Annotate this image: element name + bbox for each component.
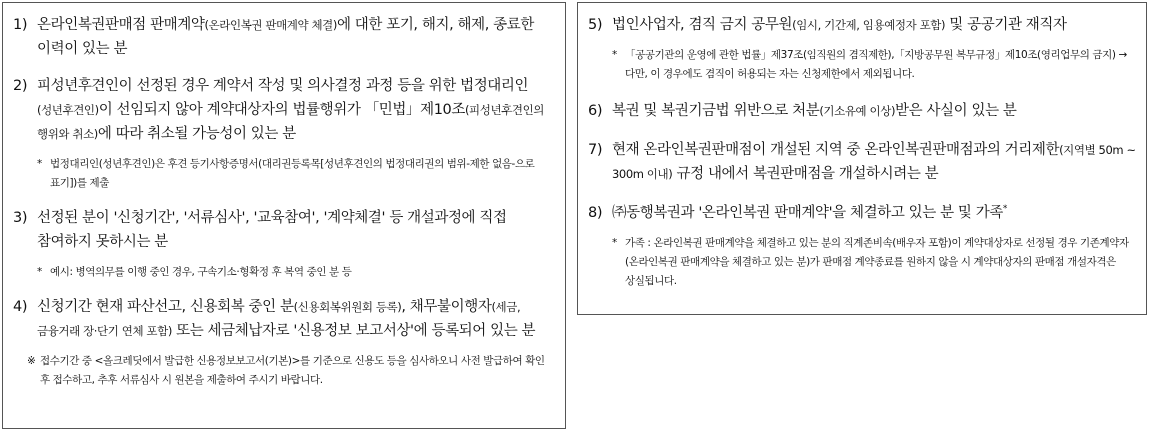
item-4-note-mark: ※ [27, 355, 36, 367]
item-3-note-mark: * [37, 266, 42, 278]
item-1-number: 1) [13, 17, 28, 33]
item-7-number: 7) [588, 142, 603, 158]
left-panel [2, 2, 566, 429]
item-4 [13, 295, 555, 343]
item-6-text-a: 복권 및 복권기금법 위반으로 처분 [612, 103, 820, 119]
item-6-text [612, 99, 1136, 123]
item-4-text-d: (세금, 금융거래 장·단기 연체 포함) [37, 300, 521, 338]
item-7 [588, 138, 1136, 186]
item-6-text-b: (기소유예 이상) [819, 104, 896, 118]
item-8-footnote-marker: * [1002, 204, 1008, 215]
item-8-note-text: 가족 : 온라인복권 판매계약을 체결하고 있는 분의 직계존비속(배우자 포함)이 계약대상자로 선정될 경우 기존계약자(온라인복권 판매계약을 체결하고 있는 분)가 판매점 계약종료를 원하지 않을 시 계약대상자의 판매점 개설자격은 상실됩니다. [625, 237, 1129, 287]
item-2 [13, 74, 555, 146]
item-2-text-d: (피성년후견인의 행위와 취소) [37, 103, 545, 141]
item-8-text [612, 201, 1136, 225]
item-4-text-c: , 채무불이행자 [401, 299, 492, 315]
item-3-text: 선정된 분이 '신청기간', '서류심사', '교육참여', '계약체결' 등 개설과정에 직접 참여하지 못하시는 분 [37, 210, 507, 250]
item-4-text-e: 또는 세금체납자로 '신용정보 보고서상'에 등록되어 있는 분 [171, 323, 536, 339]
item-2-text-b: (성년후견인) [37, 103, 99, 117]
item-1 [13, 13, 555, 61]
item-2-text-e: 에 따라 취소될 가능성이 있는 분 [97, 126, 296, 142]
item-8-number: 8) [588, 205, 603, 221]
item-7-text-b: (지역별 50m ~ 300m 이내) [612, 143, 1136, 181]
item-5-note [612, 46, 1136, 84]
item-6 [588, 99, 1136, 123]
item-4-text-b: (신용회복위원회 등록) [293, 300, 402, 314]
item-3-note [37, 263, 555, 282]
item-5-note-mark: * [612, 49, 617, 61]
item-8-text-main: ㈜동행복권과 '온라인복권 판매계약'을 체결하고 있는 분 및 가족 [612, 205, 1003, 221]
item-5 [588, 13, 1136, 37]
item-4-number: 4) [13, 299, 28, 315]
item-2-note [37, 155, 555, 193]
item-4-note-text: 접수기간 중 <올크레딧에서 발급한 신용정보보고서(기본)>를 기준으로 신용도 등을 심사하오니 사전 발급하여 확인 후 접수하고, 추후 서류심사 시 원본을 제출하여 주시기 바랍니다. [40, 355, 545, 386]
item-2-text [37, 74, 555, 146]
item-2-note-mark: * [37, 158, 42, 170]
item-1-text [37, 13, 555, 61]
item-3-note-text: 예시: 병역의무를 이행 중인 경우, 구속기소·형확정 후 복역 중인 분 등 [50, 266, 352, 278]
item-5-note-text: 「공공기관의 운영에 관한 법률」제37조(임직원의 겸직제한),「지방공무원 복무규정」제10조(영리업무의 금지) → 다만, 이 경우에도 겸직이 허용되는 자는 신청제한에서 제외됩니다. [625, 49, 1127, 80]
right-panel [577, 2, 1147, 315]
item-7-text-a: 현재 온라인복권판매점이 개설된 지역 중 온라인복권판매점과의 거리제한 [612, 142, 1060, 158]
item-3 [13, 206, 555, 254]
item-2-text-a: 피성년후견인이 선정된 경우 계약서 작성 및 의사결정 과정 등을 위한 법정대리인 [37, 78, 529, 94]
item-5-text-b: (임시, 기간제, 임용예정자 포함) [792, 18, 946, 32]
item-4-text [37, 295, 555, 343]
item-2-note-text: 법정대리인(성년후견인)은 후견 등기사항증명서(대리권등록목[성년후견인의 법정대리권의 범위-제한 없음-으로 표기])를 제출 [50, 158, 535, 189]
item-1-text-a: 온라인복권판매점 판매계약 [37, 17, 205, 33]
item-7-text [612, 138, 1136, 186]
item-5-number: 5) [588, 17, 603, 33]
item-8-note-mark: * [612, 237, 617, 249]
item-4-text-a: 신청기간 현재 파산선고, 신용회복 중인 분 [37, 299, 294, 315]
item-2-number: 2) [13, 78, 28, 94]
item-5-text [612, 13, 1136, 37]
item-5-text-a: 법인사업자, 겸직 금지 공무원 [612, 17, 793, 33]
item-7-text-c: 규정 내에서 복권판매점을 개설하시려는 분 [672, 166, 939, 182]
item-3-number: 3) [13, 210, 28, 226]
item-8-note [612, 234, 1136, 291]
item-6-text-c: 받은 사실이 있는 분 [895, 103, 1017, 119]
item-2-text-c: 이 선임되지 않아 계약대상자의 법률행위가 「민법」제10조 [98, 102, 465, 118]
item-1-text-c: 에 대한 포기, 해지, 해제, 종료한 이력이 있는 분 [37, 17, 534, 57]
item-5-text-c: 및 공공기관 재직자 [945, 17, 1067, 33]
item-1-text-b: (온라인복권 판매계약 체결) [204, 18, 337, 32]
item-8 [588, 201, 1136, 225]
item-6-number: 6) [588, 103, 603, 119]
item-4-note [27, 352, 555, 390]
